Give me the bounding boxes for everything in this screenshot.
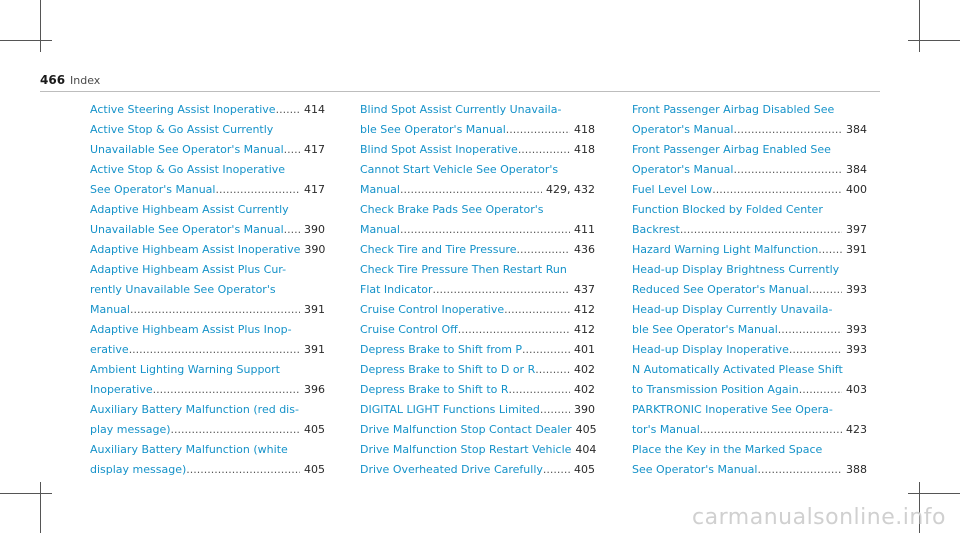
index-entry-text: Cannot Start Vehicle See Operator's xyxy=(360,163,559,176)
index-page-ref: 418 xyxy=(574,123,595,136)
index-entry-text: Flat Indicator xyxy=(360,283,433,296)
index-entry-text: display message) xyxy=(90,463,187,476)
dot-leader xyxy=(153,380,300,400)
dot-leader xyxy=(284,140,300,160)
dot-leader xyxy=(778,320,842,340)
index-entry-row xyxy=(632,280,867,300)
index-entry-row xyxy=(90,460,325,480)
header-rule xyxy=(40,91,880,92)
index-entry-row xyxy=(360,280,595,300)
dot-leader xyxy=(733,120,842,140)
dot-leader xyxy=(516,240,570,260)
index-page-ref: 404 xyxy=(575,443,597,456)
index-entry[interactable] xyxy=(632,180,867,200)
dot-leader xyxy=(535,360,570,380)
index-entry-row xyxy=(90,140,325,160)
index-entry-row xyxy=(90,220,325,240)
index-entry-text: Manual xyxy=(90,303,130,316)
dot-leader xyxy=(458,320,570,340)
index-entry[interactable] xyxy=(360,200,595,240)
index-entry-text: DIGITAL LIGHT Functions Limited xyxy=(360,403,540,416)
index-entry-text: Check Brake Pads See Operator's xyxy=(360,203,544,216)
index-page-ref: 412 xyxy=(574,303,595,316)
index-entry-text: ble See Operator's Manual xyxy=(632,323,778,336)
index-page-ref: 417 xyxy=(304,183,325,196)
index-page-ref: 423 xyxy=(846,423,867,436)
index-entry-row xyxy=(360,240,595,260)
index-entry-text: Auxiliary Battery Malfunction (white xyxy=(90,443,288,456)
index-entry[interactable] xyxy=(90,100,325,120)
index-entry-text: N Automatically Activated Please Shift xyxy=(632,363,843,376)
index-entry-text: See Operator's Manual xyxy=(632,463,758,476)
dot-leader xyxy=(700,420,842,440)
index-entry-text: erative xyxy=(90,343,129,356)
dot-leader xyxy=(400,220,570,240)
index-entry-text: Adaptive Highbeam Assist Currently xyxy=(90,203,289,216)
index-entry-text: Drive Malfunction Stop Contact Dealer xyxy=(360,423,572,436)
index-entry-row xyxy=(360,220,595,240)
index-page-ref: 393 xyxy=(846,283,867,296)
index-entry[interactable] xyxy=(90,260,325,320)
index-page-ref: 400 xyxy=(846,183,867,196)
crop-mark xyxy=(0,40,52,41)
dot-leader xyxy=(506,120,570,140)
index-page-ref: 390 xyxy=(304,243,326,256)
index-page-ref: 393 xyxy=(846,343,867,356)
index-entry-text: Inoperative xyxy=(90,383,153,396)
crop-mark xyxy=(40,0,41,52)
index-entry[interactable] xyxy=(360,240,595,260)
index-entry-row xyxy=(360,440,595,460)
index-page-ref: 402 xyxy=(574,383,595,396)
index-entry-row xyxy=(360,420,595,440)
index-page-ref: 384 xyxy=(846,163,867,176)
index-entry-text: Unavailable See Operator's Manual xyxy=(90,143,284,156)
dot-leader xyxy=(799,380,842,400)
index-entry-text: Fuel Level Low xyxy=(632,183,713,196)
index-entry[interactable] xyxy=(632,100,867,140)
index-entry[interactable] xyxy=(90,320,325,360)
index-entry[interactable] xyxy=(632,260,867,300)
dot-leader xyxy=(540,400,570,420)
dot-leader xyxy=(680,220,842,240)
crop-mark xyxy=(40,482,41,533)
index-entry-row xyxy=(360,180,595,200)
index-entry-text: Ambient Lighting Warning Support xyxy=(90,363,280,376)
index-entry-row xyxy=(632,180,867,200)
dot-leader xyxy=(433,280,570,300)
index-entry-text: Active Stop & Go Assist Inoperative xyxy=(90,163,286,176)
index-entry-text: Adaptive Highbeam Assist Plus Cur- xyxy=(90,263,287,276)
index-entry-text: Unavailable See Operator's Manual xyxy=(90,223,284,236)
index-entry[interactable] xyxy=(360,340,595,360)
index-entry[interactable] xyxy=(632,440,867,480)
index-entry-text: tor's Manual xyxy=(632,423,700,436)
index-entry-text: Place the Key in the Marked Space xyxy=(632,443,823,456)
index-entry-text: Check Tire and Tire Pressure xyxy=(360,243,517,256)
index-entry[interactable] xyxy=(632,140,867,180)
index-page-ref: 390 xyxy=(574,403,595,416)
page-number: 466 xyxy=(40,73,66,87)
index-entry-text: See Operator's Manual xyxy=(90,183,216,196)
index-entry[interactable] xyxy=(632,240,867,260)
index-entry-text: Manual xyxy=(360,183,400,196)
index-entry-row xyxy=(90,240,325,260)
index-page-ref: 436 xyxy=(574,243,595,256)
index-entry-row xyxy=(360,120,595,140)
index-page-ref: 418 xyxy=(574,143,595,156)
crop-mark xyxy=(908,40,960,41)
index-page-ref: 405 xyxy=(574,463,595,476)
index-entry-text: Head-up Display Inoperative xyxy=(632,343,789,356)
index-entry-text: Manual xyxy=(360,223,400,236)
dot-leader xyxy=(522,340,570,360)
index-entry-row xyxy=(90,100,325,120)
index-entry[interactable] xyxy=(360,140,595,160)
dot-leader xyxy=(757,460,842,480)
index-entry-row xyxy=(632,340,867,360)
dot-leader xyxy=(789,340,842,360)
index-entry[interactable] xyxy=(360,400,595,420)
index-column-1 xyxy=(90,100,325,480)
index-entry-text: Adaptive Highbeam Assist Inoperative xyxy=(90,243,301,256)
index-entry[interactable] xyxy=(632,340,867,360)
dot-leader xyxy=(518,140,570,160)
index-entry-row xyxy=(90,340,325,360)
dot-leader xyxy=(129,340,300,360)
index-entry[interactable] xyxy=(360,100,595,140)
index-entry[interactable] xyxy=(360,300,595,320)
index-entry-text: rently Unavailable See Operator's xyxy=(90,283,276,296)
index-page-ref: 405 xyxy=(575,423,597,436)
index-page-ref: 417 xyxy=(304,143,325,156)
index-entry[interactable] xyxy=(90,200,325,240)
index-entry-row xyxy=(632,240,867,260)
dot-leader xyxy=(284,220,300,240)
index-entry[interactable] xyxy=(360,380,595,400)
index-entry-text: Cruise Control Inoperative xyxy=(360,303,505,316)
index-page-ref: 396 xyxy=(304,383,325,396)
index-entry-row xyxy=(360,320,595,340)
dot-leader xyxy=(733,160,842,180)
index-page-ref: 411 xyxy=(574,223,595,236)
index-page-ref: 405 xyxy=(304,423,325,436)
section-title: Index xyxy=(70,74,101,87)
index-page-ref: 391 xyxy=(304,343,325,356)
index-entry[interactable] xyxy=(360,260,595,300)
index-entry-text: Reduced See Operator's Manual xyxy=(632,283,809,296)
index-page-ref: 429, 432 xyxy=(546,183,595,196)
index-entry-row xyxy=(632,380,867,400)
dot-leader xyxy=(809,280,842,300)
crop-mark xyxy=(919,0,920,52)
index-entry-text: Auxiliary Battery Malfunction (red dis- xyxy=(90,403,299,416)
index-entry-text: Cruise Control Off xyxy=(360,323,458,336)
index-entry-text: Function Blocked by Folded Center xyxy=(632,203,823,216)
dot-leader xyxy=(186,460,300,480)
index-entry-row xyxy=(632,460,867,480)
index-entry-text: Depress Brake to Shift from P xyxy=(360,343,523,356)
index-entry[interactable] xyxy=(90,160,325,200)
index-entry[interactable] xyxy=(360,460,595,480)
index-entry[interactable] xyxy=(90,240,325,260)
index-entry-row xyxy=(632,420,867,440)
index-entry[interactable] xyxy=(632,200,867,240)
index-entry-text: Head-up Display Brightness Currently xyxy=(632,263,840,276)
index-entry[interactable] xyxy=(632,300,867,340)
index-entry-text: to Transmission Position Again xyxy=(632,383,799,396)
crop-mark xyxy=(908,493,960,494)
index-entry-row xyxy=(360,360,595,380)
index-entry-text: Drive Overheated Drive Carefully xyxy=(360,463,543,476)
index-entry[interactable] xyxy=(90,440,325,480)
index-page-ref: 412 xyxy=(574,323,595,336)
index-entry-row xyxy=(360,140,595,160)
index-entry-row xyxy=(360,300,595,320)
index-entry-text: Backrest xyxy=(632,223,680,236)
index-entry-row xyxy=(360,340,595,360)
dot-leader xyxy=(509,380,571,400)
index-entry-text: Operator's Manual xyxy=(632,123,734,136)
index-column-2 xyxy=(360,100,595,480)
watermark: carmanualsonline.info xyxy=(692,505,946,530)
index-entry-text: play message) xyxy=(90,423,171,436)
dot-leader xyxy=(400,180,542,200)
index-entry[interactable] xyxy=(360,420,595,440)
index-entry-text: Operator's Manual xyxy=(632,163,734,176)
index-entry-text: Adaptive Highbeam Assist Plus Inop- xyxy=(90,323,292,336)
index-entry-row xyxy=(632,320,867,340)
index-entry[interactable] xyxy=(632,360,867,400)
index-entry-row xyxy=(90,180,325,200)
index-entry-text: Depress Brake to Shift to D or R xyxy=(360,363,536,376)
dot-leader xyxy=(215,180,300,200)
index-entry[interactable] xyxy=(90,360,325,400)
index-entry[interactable] xyxy=(360,320,595,340)
index-page-ref: 391 xyxy=(846,243,867,256)
index-entry-row xyxy=(632,160,867,180)
index-page-ref: 391 xyxy=(304,303,325,316)
index-entry[interactable] xyxy=(360,160,595,200)
index-entry-text: Active Stop & Go Assist Currently xyxy=(90,123,274,136)
index-page-ref: 405 xyxy=(304,463,325,476)
index-column-3 xyxy=(632,100,867,480)
dot-leader xyxy=(504,300,570,320)
index-entry-text: Front Passenger Airbag Enabled See xyxy=(632,143,831,156)
index-entry-row xyxy=(90,300,325,320)
index-page-ref: 403 xyxy=(846,383,867,396)
dot-leader xyxy=(171,420,300,440)
index-entry-text: Check Tire Pressure Then Restart Run xyxy=(360,263,567,276)
index-page-ref: 384 xyxy=(846,123,867,136)
index-entry-row xyxy=(360,400,595,420)
index-entry-text: Front Passenger Airbag Disabled See xyxy=(632,103,835,116)
index-page-ref: 390 xyxy=(304,223,325,236)
index-entry[interactable] xyxy=(360,360,595,380)
index-entry-text: Head-up Display Currently Unavaila- xyxy=(632,303,833,316)
index-entry-text: Active Steering Assist Inoperative xyxy=(90,103,276,116)
dot-leader xyxy=(543,460,570,480)
index-page-ref: 397 xyxy=(846,223,867,236)
index-entry[interactable] xyxy=(90,400,325,440)
index-entry-text: Hazard Warning Light Malfunction xyxy=(632,243,819,256)
index-page-ref: 401 xyxy=(574,343,595,356)
index-entry-row xyxy=(632,220,867,240)
index-entry[interactable] xyxy=(632,400,867,440)
index-entry-text: Drive Malfunction Stop Restart Vehicle xyxy=(360,443,572,456)
index-page-ref: 388 xyxy=(846,463,867,476)
index-entry[interactable] xyxy=(90,120,325,160)
index-entry[interactable] xyxy=(360,440,595,460)
index-entry-text: Blind Spot Assist Currently Unavaila- xyxy=(360,103,562,116)
index-page-ref: 402 xyxy=(574,363,595,376)
index-entry-text: PARKTRONIC Inoperative See Opera- xyxy=(632,403,833,416)
index-page-ref: 437 xyxy=(574,283,595,296)
index-entry-row xyxy=(360,380,595,400)
dot-leader xyxy=(276,100,300,120)
index-entry-text: Blind Spot Assist Inoperative xyxy=(360,143,518,156)
dot-leader xyxy=(818,240,842,260)
index-entry-row xyxy=(90,380,325,400)
index-entry-row xyxy=(632,120,867,140)
index-entry-row xyxy=(90,420,325,440)
dot-leader xyxy=(130,300,300,320)
index-entry-text: ble See Operator's Manual xyxy=(360,123,506,136)
crop-mark xyxy=(0,493,52,494)
dot-leader xyxy=(712,180,842,200)
index-page-ref: 393 xyxy=(846,323,867,336)
index-entry-text: Depress Brake to Shift to R xyxy=(360,383,509,396)
index-page-ref: 414 xyxy=(304,103,325,116)
index-entry-row xyxy=(360,460,595,480)
